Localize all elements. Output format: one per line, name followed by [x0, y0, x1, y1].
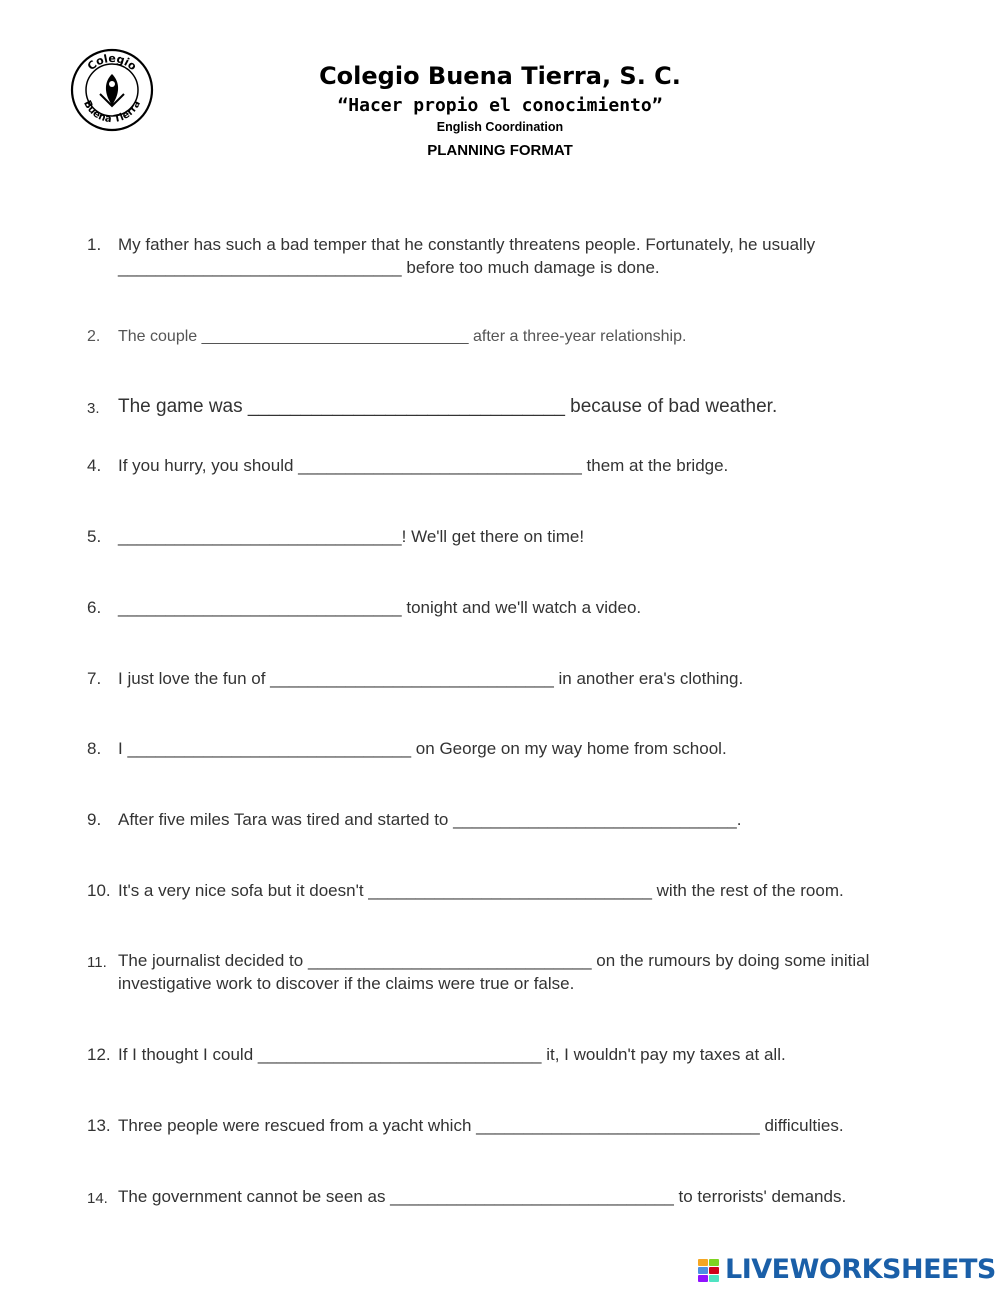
question-number: 4.	[87, 456, 102, 475]
question-text: The couple ______________________________ after a three-year relationship.	[118, 328, 687, 345]
question-text: The journalist decided to ______________________________ on the rumours by doing some initial	[118, 951, 870, 970]
school-name: Colegio Buena Tierra, S. C.	[319, 62, 681, 90]
question-number: 11.	[87, 954, 107, 971]
question-text: ______________________________ tonight and we'll watch a video.	[118, 598, 642, 617]
question-text: After five miles Tara was tired and started to ______________________________.	[118, 810, 742, 829]
question-text: The government cannot be seen as ______________________________ to terrorists' demands.	[118, 1187, 847, 1206]
question-number: 8.	[87, 739, 102, 758]
question-text: My father has such a bad temper that he constantly threatens people. Fortunately, he usually	[118, 235, 816, 254]
question-text: I ______________________________ on George on my way home from school.	[118, 739, 727, 758]
question-number: 12.	[87, 1045, 111, 1064]
question-number: 1.	[87, 235, 102, 254]
question-number: 6.	[87, 598, 102, 617]
svg-text:Colegio: Colegio	[84, 51, 140, 74]
question-number: 13.	[87, 1116, 111, 1135]
question-text: If I thought I could ______________________________ it, I wouldn't pay my taxes at all.	[118, 1045, 786, 1064]
question-text: If you hurry, you should ______________________________ them at the bridge.	[118, 456, 729, 475]
liveworksheets-logo-icon	[698, 1259, 720, 1283]
svg-text:Buena Tierra: Buena Tierra	[81, 98, 143, 126]
question-number: 7.	[87, 669, 102, 688]
question-text-line2: ______________________________ before too much damage is done.	[118, 258, 660, 277]
school-motto: “Hacer propio el conocimiento”	[337, 95, 663, 116]
question-number: 9.	[87, 810, 102, 829]
question-text: The game was ______________________________ because of bad weather.	[118, 396, 778, 417]
question-text: It's a very nice sofa but it doesn't ______________________________ with the rest of the room.	[118, 881, 844, 900]
coordination-label: English Coordination	[436, 120, 564, 134]
question-number: 14.	[87, 1190, 108, 1207]
format-title: PLANNING FORMAT	[427, 142, 573, 159]
question-text: Three people were rescued from a yacht which ______________________________ difficulties.	[118, 1116, 844, 1135]
question-text-line2: investigative work to discover if the claims were true or false.	[118, 974, 575, 993]
liveworksheets-brand[interactable]: LIVEWORKSHEETS	[725, 1254, 996, 1285]
question-number: 2.	[87, 328, 101, 345]
question-number: 5.	[87, 527, 102, 546]
question-number: 10.	[87, 881, 111, 900]
question-number: 3.	[87, 400, 100, 417]
question-text: ______________________________! We'll get there on time!	[118, 527, 585, 546]
question-text: I just love the fun of ______________________________ in another era's clothing.	[118, 669, 744, 688]
